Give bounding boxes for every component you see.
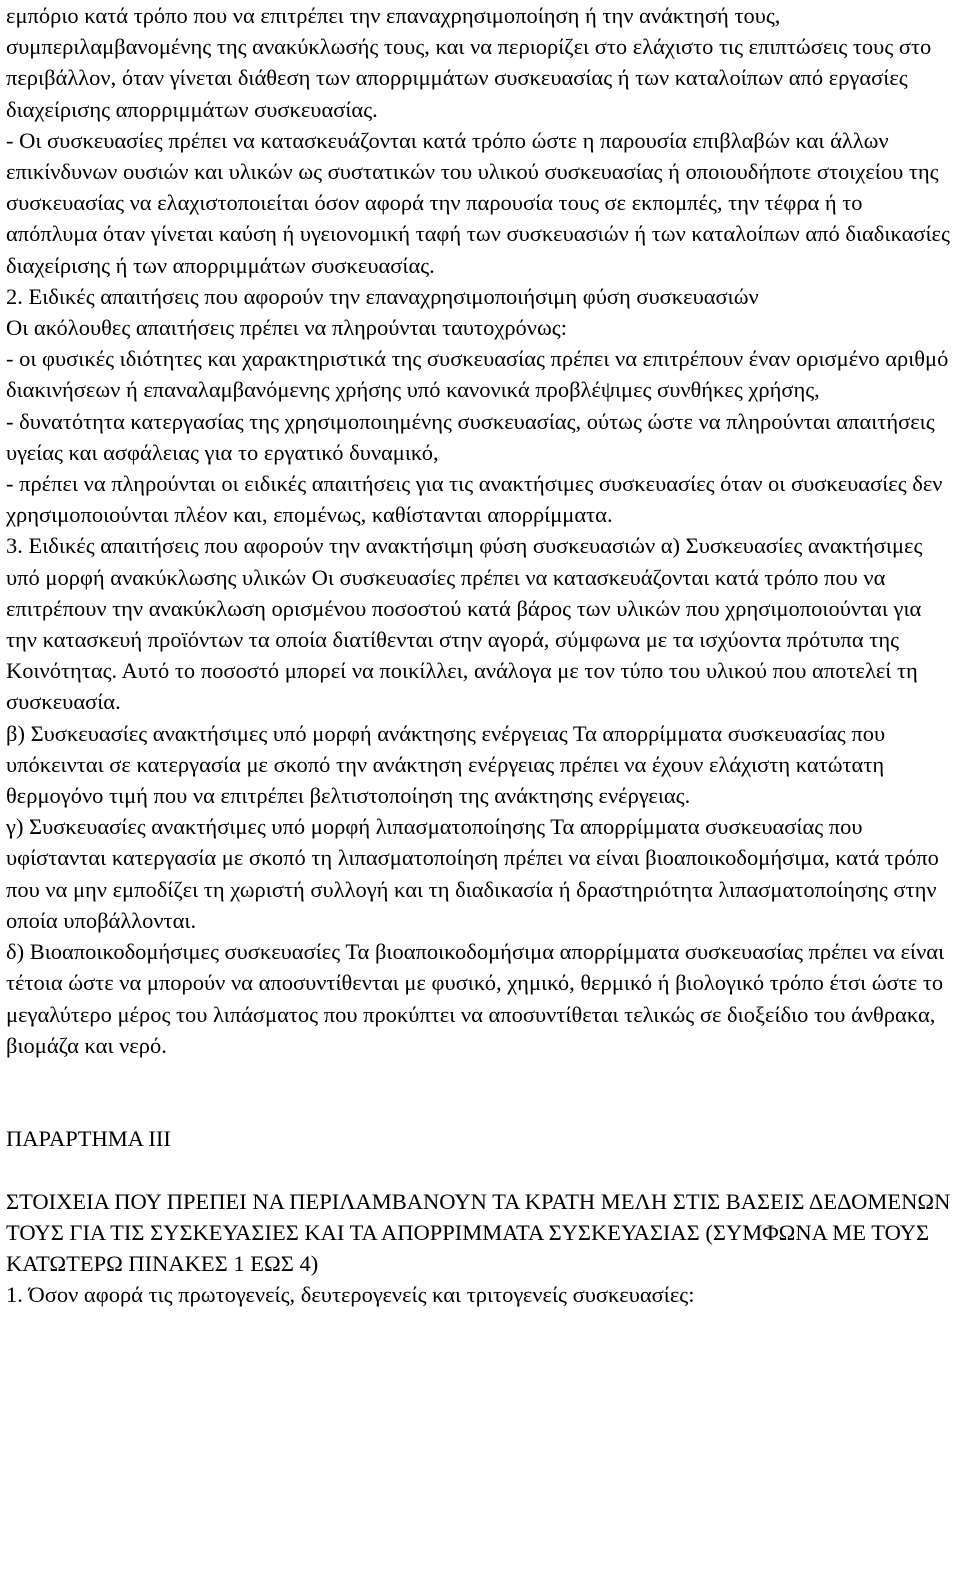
- paragraph-packaging-recovery-intro: εμπόριο κατά τρόπο που να επιτρέπει την επαναχρησιμοποίηση ή την ανάκτησή τους, συμπεριλαμβανομένης της ανακύκλωσής τους, και να περιορίζει στο ελάχιστο τις επιπτώσεις τους στο περιβάλλον, όταν γίνεται διάθεση των απορριμμάτων συσκευασίας ή των καταλοίπων από εργασίες διαχείρισης απορριμμάτων συσκευασίας.: [6, 3, 932, 122]
- paragraph-simultaneous-requirements: Οι ακόλουθες απαιτήσεις πρέπει να πληρούνται ταυτοχρόνως:: [6, 315, 567, 341]
- annex-heading: ΠΑΡΑΡΤΗΜΑ ΙΙΙ: [6, 1126, 171, 1152]
- annex-item-1: 1. Όσον αφορά τις πρωτογενείς, δευτερογενείς και τριτογενείς συσκευασίες:: [6, 1282, 695, 1308]
- list-item-processing-capability: - δυνατότητα κατεργασίας της χρησιμοποιημένης συσκευασίας, ούτως ώστε να πληρούνται απαιτήσεις υγείας και ασφάλειας για το εργατικό δυναμικό,: [6, 408, 935, 465]
- blank-space: [6, 1155, 956, 1186]
- annex-subheading: ΣΤΟΙΧΕΙΑ ΠΟΥ ΠΡΕΠΕΙ ΝΑ ΠΕΡΙΛΑΜΒΑΝΟΥΝ ΤΑ ΚΡΑΤΗ ΜΕΛΗ ΣΤΙΣ ΒΑΣΕΙΣ ΔΕΔΟΜΕΝΩΝ ΤΟΥΣ ΓΙΑ ΤΙΣ ΣΥΣΚΕΥΑΣΙΕΣ ΚΑΙ ΤΑ ΑΠΟΡΡΙΜΜΑΤΑ ΣΥΣΚΕΥΑΣΙΑΣ (ΣΥΜΦΩΝΑ ΜΕ ΤΟΥΣ ΚΑΤΩΤΕΡΩ ΠΙΝΑΚΕΣ 1 ΕΩΣ 4): [6, 1188, 951, 1277]
- paragraph-hazardous-substances: - Οι συσκευασίες πρέπει να κατασκευάζονται κατά τρόπο ώστε η παρουσία επιβλαβών και άλλων επικίνδυνων ουσιών και υλικών ως συστατικών του υλικού συσκευασίας ή οποιουδήποτε στοιχείου της συσκευασίας να ελαχιστοποιείται όσον αφορά την παρουσία τους σε εκπομπές, την τέφρα ή το απόπλυμα όταν γίνεται καύση ή υγειονομική ταφή των συσκευασιών ή των καταλοίπων από διαδικασίες διαχείρισης ή των απορριμμάτων συσκευασίας.: [6, 127, 950, 278]
- section-3c-composting: γ) Συσκευασίες ανακτήσιμες υπό μορφή λιπασματοποίησης Τα απορρίμματα συσκευασίας που υφίστανται κατεργασία με σκοπό τη λιπασματοποίηση πρέπει να είναι βιοαποικοδομήσιμα, κατά τρόπο που να μην εμποδίζει τη χωριστή συλλογή και τη διαδικασία ή δραστηριότητα λιπασματοποίησης στην οποία υποβάλλονται.: [6, 814, 939, 933]
- blank-space: [6, 1061, 956, 1123]
- section-2-heading: 2. Ειδικές απαιτήσεις που αφορούν την επαναχρησιμοποιήσιμη φύση συσκευασιών: [6, 283, 759, 309]
- section-3-recycling: 3. Ειδικές απαιτήσεις που αφορούν την ανακτήσιμη φύση συσκευασιών α) Συσκευασίες ανακτήσιμες υπό μορφή ανακύκλωσης υλικών Οι συσκευασίες πρέπει να κατασκευάζονται κατά τρόπο που να επιτρέπουν την ανακύκλωση ορισμένου ποσοστού κατά βάρος των υλικών που χρησιμοποιούνται για την κατασκευή προϊόντων τα οποία διατίθενται στην αγορά, σύμφωνα με τα ισχύοντα πρότυπα της Κοινότητας. Αυτό το ποσοστό μπορεί να ποικίλλει, ανάλογα με τον τύπο του υλικού που αποτελεί τη συσκευασία.: [6, 533, 923, 715]
- section-3d-biodegradable: δ) Βιοαποικοδομήσιμες συσκευασίες Τα βιοαποικοδομήσιμα απορρίμματα συσκευασίας πρέπει να είναι τέτοια ώστε να μπορούν να αποσυντίθενται με φυσικό, χημικό, θερμικό ή βιολογικό τρόπο έτσι ώστε το μεγαλύτερο μέρος του λιπάσματος που προκύπτει να αποσυντίθεται τελικώς σε διοξείδιο του άνθρακα, βιομάζα και νερό.: [6, 939, 945, 1058]
- section-3b-energy-recovery: β) Συσκευασίες ανακτήσιμες υπό μορφή ανάκτησης ενέργειας Τα απορρίμματα συσκευασίας που υπόκεινται σε κατεργασία με σκοπό την ανάκτηση ενέργειας πρέπει να έχουν ελάχιστη κατώτατη θερμογόνο τιμή που να επιτρέπει βελτιστοποίηση της ανάκτησης ενέργειας.: [6, 720, 886, 809]
- list-item-recoverable-requirements: - πρέπει να πληρούνται οι ειδικές απαιτήσεις για τις ανακτήσιμες συσκευασίες όταν οι συσκευασίες δεν χρησιμοποιούνται πλέον και, επομένως, καθίστανται απορρίμματα.: [6, 471, 943, 528]
- document-page: [6, 0, 956, 1311]
- list-item-physical-properties: - οι φυσικές ιδιότητες και χαρακτηριστικά της συσκευασίας πρέπει να επιτρέπουν έναν ορισμένο αριθμό διακινήσεων ή επαναλαμβανόμενης χρήσης υπό κανονικά προβλέψιμες συνθήκες χρήσης,: [6, 346, 949, 403]
